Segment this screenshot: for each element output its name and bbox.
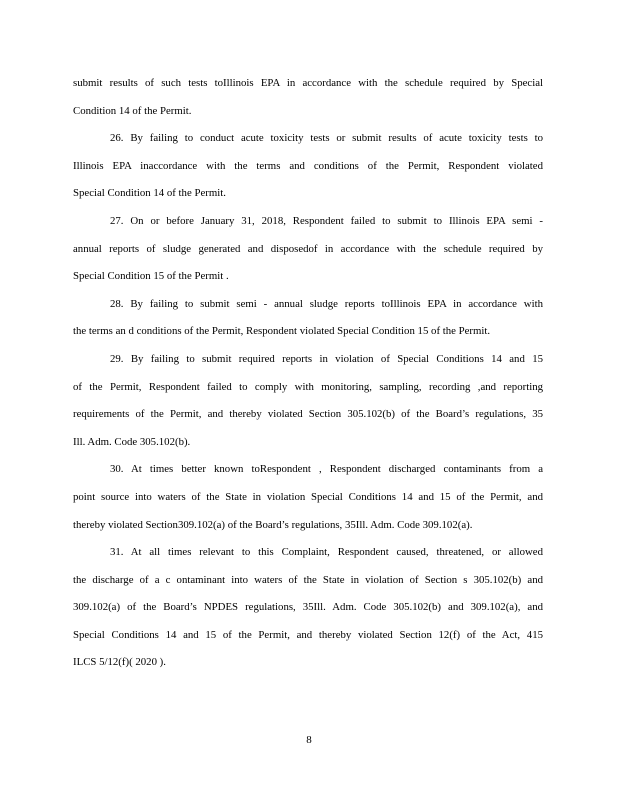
- text-line: 309.102(a) of the Board’s NPDES regulations, 35Ill. Adm. Code 305.102(b) and 309.102(a), and: [73, 601, 543, 614]
- text-line: annual reports of sludge generated and disposedof in accordance with the schedule required by: [73, 242, 543, 255]
- text-line: the discharge of a c ontaminant into waters of the State in violation of Section s 305.102(b) and: [73, 573, 543, 586]
- text-line: point source into waters of the State in violation Special Conditions 14 and 15 of the Permit, and: [73, 490, 543, 503]
- text-line: Special Condition 14 of the Permit.: [73, 187, 226, 200]
- text-line: Special Condition 15 of the Permit .: [73, 270, 229, 283]
- text-line: Ill. Adm. Code 305.102(b).: [73, 435, 191, 448]
- page-number: 8: [306, 734, 312, 746]
- text-line: Illinois EPA inaccordance with the terms and conditions of the Permit, Respondent violated: [73, 159, 543, 172]
- text-line: thereby violated Section309.102(a) of the Board’s regulations, 35Ill. Adm. Code 309.102(a).: [73, 518, 473, 531]
- text-line: Condition 14 of the Permit.: [73, 104, 192, 117]
- document-body: [73, 70, 543, 677]
- paragraph-first-line: 31. At all times relevant to this Complaint, Respondent caused, threatened, or allowed: [110, 546, 543, 559]
- text-line: the terms an d conditions of the Permit, Respondent violated Special Condition 15 of the Permit.: [73, 325, 491, 338]
- text-line: Special Conditions 14 and 15 of the Permit, and thereby violated Section 12(f) of the Act, 415: [73, 628, 543, 641]
- paragraph-first-line: 28. By failing to submit semi - annual sludge reports toIllinois EPA in accordance with: [110, 297, 543, 310]
- text-line: of the Permit, Respondent failed to comply with monitoring, sampling, recording ,and reporting: [73, 380, 543, 393]
- paragraph-first-line: 26. By failing to conduct acute toxicity tests or submit results of acute toxicity tests to: [110, 132, 543, 145]
- text-line: ILCS 5/12(f)( 2020 ).: [73, 656, 166, 669]
- text-line: requirements of the Permit, and thereby violated Section 305.102(b) of the Board’s regulations, 35: [73, 408, 543, 421]
- paragraph-first-line: 29. By failing to submit required reports in violation of Special Conditions 14 and 15: [110, 352, 543, 365]
- paragraph-first-line: 30. At times better known toRespondent , Respondent discharged contaminants from a: [110, 463, 543, 476]
- paragraph-first-line: 27. On or before January 31, 2018, Respondent failed to submit to Illinois EPA semi -: [110, 214, 543, 227]
- text-line: submit results of such tests toIllinois EPA in accordance with the schedule required by Special: [73, 77, 543, 89]
